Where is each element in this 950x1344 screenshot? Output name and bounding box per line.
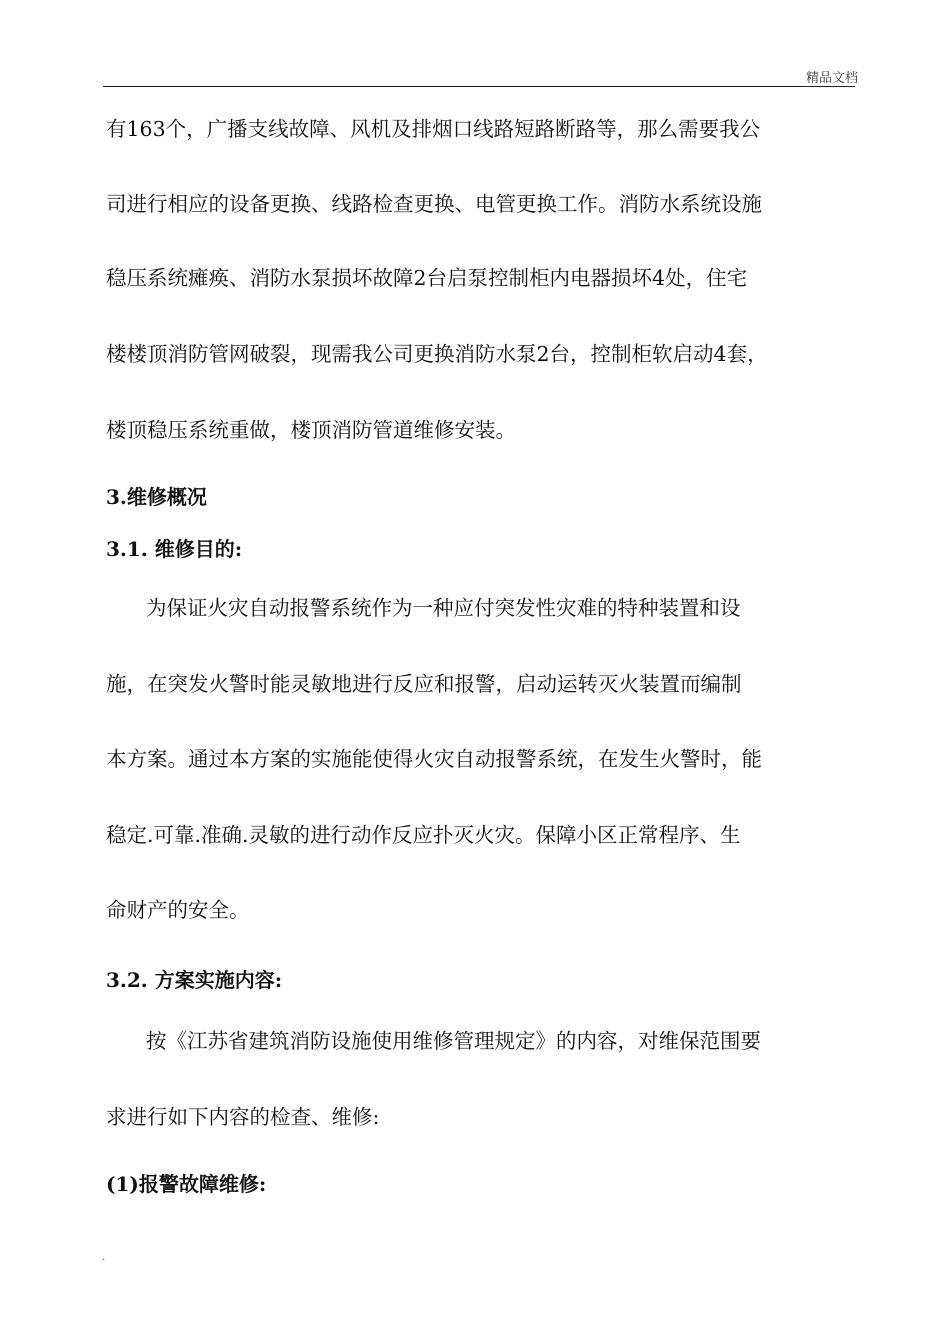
section-heading: 3.维修概况 <box>106 485 207 509</box>
footer-mark: . <box>102 1252 106 1263</box>
body-line: 本方案。通过本方案的实施能使得火灾自动报警系统，在发生火警时，能 <box>106 747 762 771</box>
body-line: 司进行相应的设备更换、线路检查更换、电管更换工作。消防水系统设施 <box>106 192 762 216</box>
subsection-heading: 3.1. 维修目的: <box>106 537 243 561</box>
body-line: 按《江苏省建筑消防设施使用维修管理规定》的内容，对维保范围要 <box>146 1029 761 1053</box>
header-divider <box>103 86 855 87</box>
item-heading: (1)报警故障维修: <box>106 1172 267 1196</box>
body-line: 稳定.可靠.准确.灵敏的进行动作反应扑灭火灾。保障小区正常程序、生 <box>106 823 741 847</box>
body-line: 楼楼顶消防管网破裂，现需我公司更换消防水泵2台，控制柜软启动4套， <box>106 342 768 366</box>
body-line: 施，在突发火警时能灵敏地进行反应和报警，启动运转灭火装置而编制 <box>106 672 742 696</box>
body-line: 有163个，广播支线故障、风机及排烟口线路短路断路等，那么需要我公 <box>106 117 761 141</box>
body-line: 求进行如下内容的检查、维修: <box>106 1105 380 1129</box>
body-line: 命财产的安全。 <box>106 898 250 922</box>
body-line: 稳压系统瘫痪、消防水泵损坏故障2台启泵控制柜内电器损坏4处，住宅 <box>106 266 748 290</box>
body-line: 为保证火灾自动报警系统作为一种应付突发性灾难的特种装置和设 <box>146 596 741 620</box>
header-label: 精品文档 <box>805 71 858 86</box>
body-line: 楼顶稳压系统重做，楼顶消防管道维修安装。 <box>106 418 516 442</box>
subsection-heading: 3.2. 方案实施内容: <box>106 968 283 992</box>
